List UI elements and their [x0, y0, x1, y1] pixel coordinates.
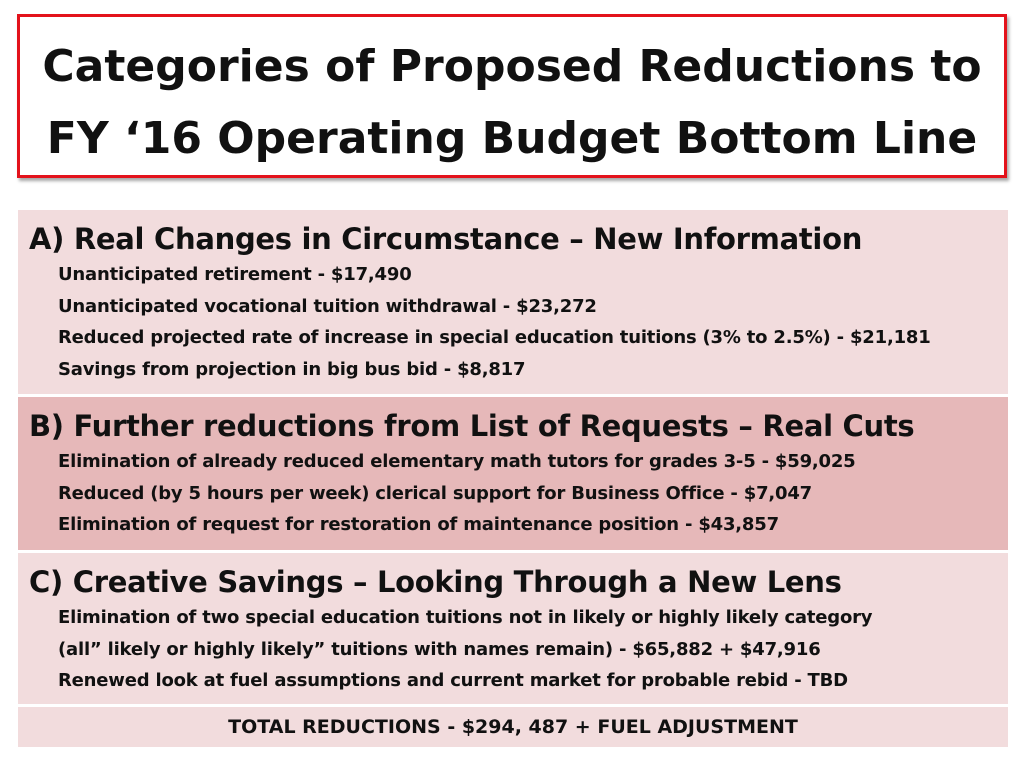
slide-title-line-1: Categories of Proposed Reductions to — [42, 41, 982, 92]
section-a-item: Unanticipated retirement - $17,490 — [58, 264, 412, 285]
slide-title-line-2: FY ‘16 Operating Budget Bottom Line — [46, 113, 978, 164]
section-c-item: (all” likely or highly likely” tuitions with names remain) - $65,882 + $47,916 — [58, 638, 821, 660]
total-bar — [18, 707, 1008, 747]
title-box — [17, 14, 1007, 178]
section-b-item: Reduced (by 5 hours per week) clerical support for Business Office - $7,047 — [58, 482, 813, 504]
section-a-item: Unanticipated vocational tuition withdrawal - $23,272 — [58, 295, 597, 317]
section-a-item: Savings from projection in big bus bid - $8,817 — [58, 358, 526, 380]
section-c-item: Elimination of two special education tuitions not in likely or highly likely category — [58, 607, 873, 628]
section-b-item: Elimination of already reduced elementary math tutors for grades 3-5 - $59,025 — [58, 451, 856, 472]
section-b-item: Elimination of request for restoration of maintenance position - $43,857 — [58, 514, 779, 535]
section-b — [18, 397, 1008, 550]
section-a-heading: A) Real Changes in Circumstance – New Information — [29, 222, 863, 256]
section-b-heading: B) Further reductions from List of Requests – Real Cuts — [29, 409, 915, 443]
section-c-item: Renewed look at fuel assumptions and current market for probable rebid - TBD — [58, 670, 848, 691]
section-a-item: Reduced projected rate of increase in special education tuitions (3% to 2.5%) - $21,181 — [58, 327, 931, 348]
section-c — [18, 553, 1008, 704]
total-reductions: TOTAL REDUCTIONS - $294, 487 + FUEL ADJUSTMENT — [228, 716, 798, 738]
section-c-heading: C) Creative Savings – Looking Through a New Lens — [29, 565, 842, 599]
section-a — [18, 210, 1008, 394]
